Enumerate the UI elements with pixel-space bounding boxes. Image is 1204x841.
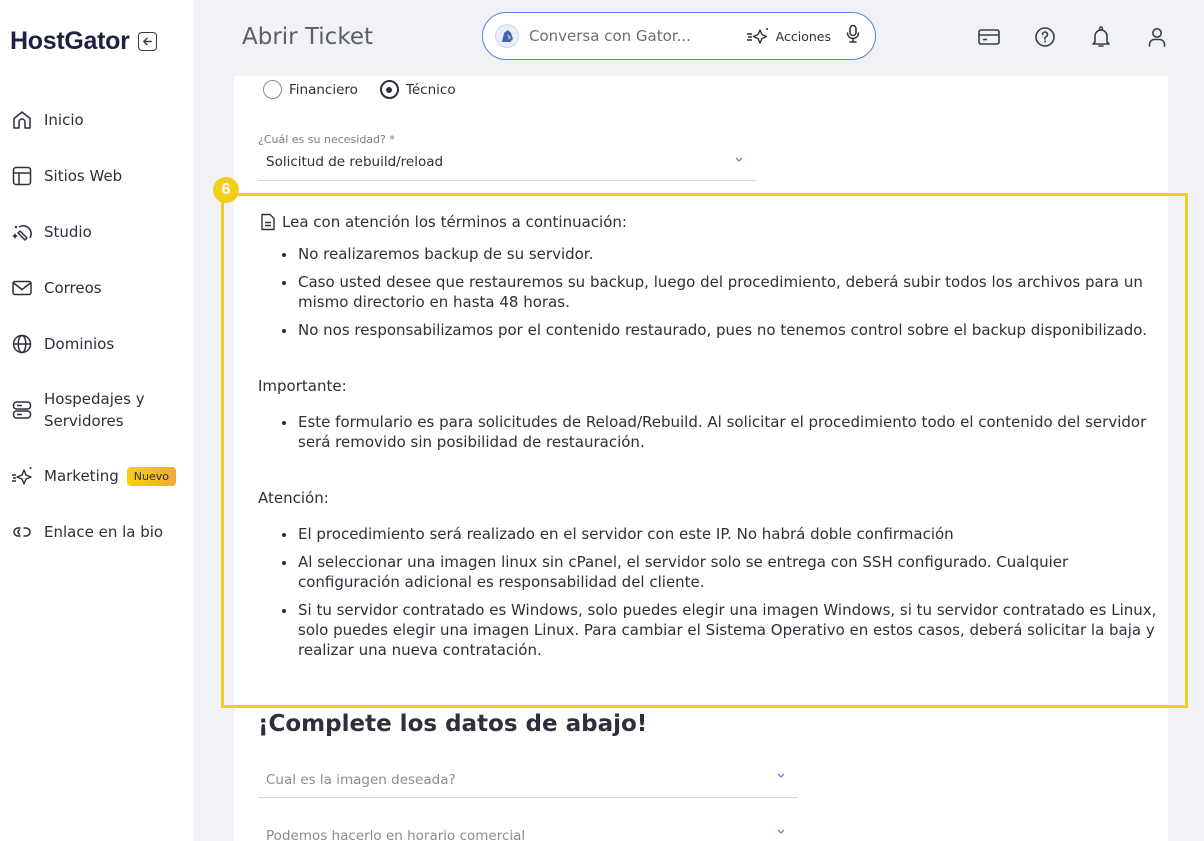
radio-label: Financiero [289, 81, 358, 98]
sidebar-item-hospedajes[interactable] [0, 372, 194, 448]
sidebar-item-label: Inicio [44, 111, 84, 129]
sidebar-item-label: Correos [44, 279, 102, 297]
schedule-select[interactable] [258, 818, 798, 841]
sidebar-item-marketing[interactable] [0, 448, 194, 504]
gator-avatar-icon [495, 24, 519, 48]
credit-card-icon[interactable] [976, 24, 1002, 50]
radio-tecnico[interactable] [380, 80, 456, 99]
attention-title: Atención: [258, 489, 329, 507]
chevron-down-icon [776, 772, 786, 779]
gator-chat-input[interactable]: Conversa con Gator... [529, 27, 691, 45]
need-select[interactable] [258, 145, 756, 181]
arrow-left-icon [142, 36, 153, 47]
attention-list [258, 524, 1158, 660]
annotation-number-badge: 6 [213, 177, 239, 203]
ticket-type-radio-group [263, 80, 478, 99]
page-title: Abrir Ticket [242, 24, 373, 50]
bell-icon[interactable] [1088, 24, 1114, 50]
complete-data-title: ¡Complete los datos de abajo! [258, 711, 648, 737]
server-icon [11, 399, 33, 421]
list-item: No realizaremos backup de su servidor. [280, 244, 1158, 264]
mail-icon [11, 277, 33, 299]
list-item: Este formulario es para solicitudes de Reload/Rebuild. Al solicitar el procedimiento todo el contenido del servidor será removido sin posibilidad de restauración. [280, 412, 1158, 452]
important-title: Importante: [258, 377, 347, 395]
magic-wand-icon [11, 221, 33, 243]
list-item: El procedimiento será realizado en el servidor con este IP. No habrá doble confirmación [280, 524, 1158, 544]
globe-icon [11, 333, 33, 355]
document-icon [258, 212, 278, 232]
terms-heading: Lea con atención los términos a continuación: [258, 212, 1158, 232]
sidebar-item-label: Dominios [44, 335, 115, 353]
need-select-label: ¿Cuál es su necesidad? * [258, 133, 395, 146]
radio-unchecked-icon [263, 80, 282, 99]
image-select-placeholder: Cual es la imagen deseada? [266, 772, 456, 788]
terms-list [258, 244, 1158, 340]
sidebar-item-dominios[interactable] [0, 316, 194, 372]
need-select-value: Solicitud de rebuild/reload [266, 154, 444, 170]
sidebar-item-label: Sitios Web [44, 167, 123, 185]
gator-chat-bar[interactable] [482, 12, 876, 60]
help-icon[interactable] [1032, 24, 1058, 50]
sidebar-item-correos[interactable] [0, 260, 194, 316]
new-badge: Nuevo [127, 467, 176, 486]
list-item: Caso usted desee que restauremos su backup, luego del procedimiento, deberá subir todos los archivos para un mismo directorio en hasta 48 horas. [280, 272, 1158, 312]
sidebar-item-sitios-web[interactable] [0, 148, 194, 204]
brand-name: HostGator [10, 27, 130, 55]
sparkle-icon [11, 465, 33, 487]
chevron-down-icon [776, 828, 786, 835]
schedule-select-placeholder: Podemos hacerlo en horario comercial [266, 828, 526, 841]
radio-financiero[interactable] [263, 80, 358, 99]
sidebar [0, 0, 194, 841]
user-icon[interactable] [1144, 24, 1170, 50]
sidebar-item-label: Marketing [44, 467, 119, 485]
important-list [258, 412, 1158, 452]
home-icon [11, 109, 33, 131]
terms-section [258, 212, 1158, 668]
chevron-down-icon [734, 156, 744, 163]
sidebar-nav [0, 92, 194, 560]
sparkle-icon [746, 26, 770, 46]
link-icon [11, 521, 33, 543]
collapse-sidebar-button[interactable] [138, 32, 157, 51]
sidebar-item-label: Hospedajes y Servidores [44, 390, 145, 430]
list-item: Si tu servidor contratado es Windows, solo puedes elegir una imagen Windows, si tu servidor contratado es Linux, solo puedes elegir una imagen Linux. Para cambiar el Sistema Operativo en estos casos, deberá solicitar la baja y realizar una nueva contratación. [280, 600, 1158, 660]
sidebar-item-studio[interactable] [0, 204, 194, 260]
actions-label: Acciones [775, 28, 831, 44]
sidebar-item-label: Enlace en la bio [44, 523, 164, 541]
sidebar-item-enlace-bio[interactable] [0, 504, 194, 560]
list-item: Al seleccionar una imagen linux sin cPanel, el servidor solo se entrega con SSH configurado. Cualquier configuración adicional es responsabilidad del cliente. [280, 552, 1158, 592]
logo[interactable] [10, 27, 157, 56]
radio-checked-icon [380, 80, 399, 99]
actions-button[interactable] [746, 26, 831, 46]
sidebar-item-inicio[interactable] [0, 92, 194, 148]
sidebar-item-label: Studio [44, 223, 92, 241]
layout-icon [11, 165, 33, 187]
list-item: No nos responsabilizamos por el contenido restaurado, pues no tenemos control sobre el backup disponibilizado. [280, 320, 1158, 340]
microphone-icon[interactable] [845, 24, 861, 48]
radio-label: Técnico [405, 81, 456, 98]
header-actions [976, 24, 1200, 50]
image-select[interactable] [258, 762, 798, 798]
